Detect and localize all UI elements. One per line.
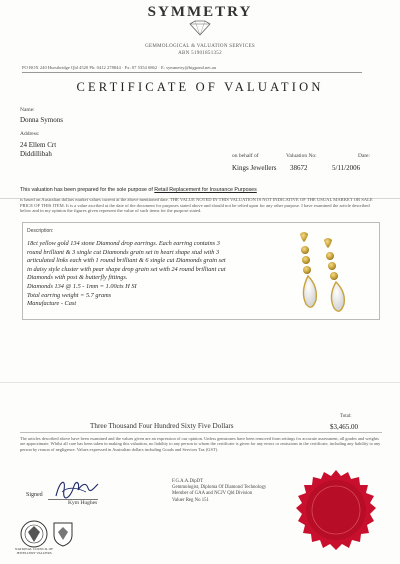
on-behalf-label: on behalf of [232, 153, 259, 159]
description-line: Total earring weight = 5.7 grams [27, 291, 112, 299]
description-line: Manufacture - Cast [27, 300, 77, 308]
address-label: Address: [20, 131, 40, 137]
valuation-disclaimer: is based on Australian dollars market values current at the above mentioned date. THE VALUE NOTED IN THIS VALUATION IS NOT INDICATIVE OF THE USUAL MARKET OR SALE PRICE OF THIS ITEM. It is a value ascribed at the date of the document for purposes stated above and should not be relied upon for any other purpose. I have examined the article described below and in my opinion the figures given represent the value of such items for the purpose stated. [20, 197, 373, 214]
brand-subtitle: GEMMOLOGICAL & VALUATION SERVICES [145, 44, 255, 49]
description-line: articulated links each with 1 round brilliant & 6 single cut Diamonds grain set [27, 257, 226, 265]
valuation-number-label: Valuation No: [286, 153, 317, 159]
description-line: round brilliant & 3 single cut Diamonds grain set in heart shape stud with 3 [27, 248, 220, 256]
red-seal-icon [294, 468, 378, 552]
description-line: in daisy style cluster with pear shape drop grain set with 24 round brilliant cut [27, 265, 226, 273]
credential-line: Gemmologist, Diploma Of Diamond Technology [172, 485, 267, 491]
on-behalf-value: Kings Jewellers [232, 164, 277, 172]
ncjv-emblem-icon [20, 520, 48, 548]
name-label: Name: [20, 107, 35, 113]
fold-line [0, 382, 400, 383]
address-line-2: Diddillibah [20, 150, 52, 158]
fine-print: The articles described above have been examined and the values given are an expression of our opinion. Unless gemstones have been removed from settings for accurate assessment, all grades and weights are approximate. Whilst all care has been taken in making this valuation, no liability to any person to whom the certificate is given for any errors or omissions in the certificate, including any liability to any person by reason of negligence. Values expressed in Australian dollars including Goods and Services Tax (GST). [20, 436, 381, 452]
emblem-line: NATIONAL COUNCIL OF [15, 547, 53, 551]
signed-label: Signed [26, 492, 43, 498]
description-line: Diamonds with post & butterfly fittings. [27, 274, 128, 282]
prepared-statement: This valuation has been prepared for the sole purpose of Retail Replacement for Insurance Purposes [20, 187, 257, 193]
description-label: Description: [27, 228, 54, 234]
brand-abn: ABN 51901851352 [178, 51, 222, 56]
valuer-name: Kym Hughes [68, 500, 98, 506]
contact-line: PO BOX 240 Hurstbridge Qld 4520 Ph: 0412 278844 · Fx: 07 5354 6862 · E: symmetry@bigpond.net.au [22, 65, 217, 70]
client-name: Donna Symons [20, 116, 63, 124]
credential-line: Member of GAA and NCJV Qld Division [172, 491, 253, 497]
credential-line: F.G.A.A.DipDT [172, 479, 204, 484]
total-amount: $3,465.00 [330, 423, 358, 431]
address-line-1: 24 Ellem Crt [20, 141, 57, 149]
valuation-number: 38672 [290, 164, 308, 172]
brand-name: SYMMETRY [147, 4, 253, 20]
description-line: Diamonds 134 @ 1.5 - 1mm = 1.00cts H SI [27, 282, 137, 290]
ncjv-emblem-text [10, 548, 58, 556]
diamond-logo-icon [186, 20, 214, 36]
emblem-line: JEWELLERY VALUERS [16, 550, 52, 555]
credential-line: Valuer Reg No 151 [172, 497, 209, 503]
total-label: Total: [340, 414, 352, 419]
divider [22, 72, 362, 73]
valuer-credentials [172, 479, 266, 504]
certificate-title: CERTIFICATE OF VALUATION [76, 80, 324, 94]
valuation-date: 5/11/2006 [332, 164, 361, 172]
earrings-photo [290, 230, 360, 318]
description-text [27, 240, 289, 309]
description-line: 18ct yellow gold 134 stone Diamond drop earrings. Each earring contains 3 [27, 240, 220, 247]
date-label: Date: [358, 153, 370, 159]
amount-in-words: Three Thousand Four Hundred Sixty Five Dollars [90, 422, 234, 430]
divider [20, 432, 382, 433]
gaa-emblem-icon [52, 521, 74, 547]
